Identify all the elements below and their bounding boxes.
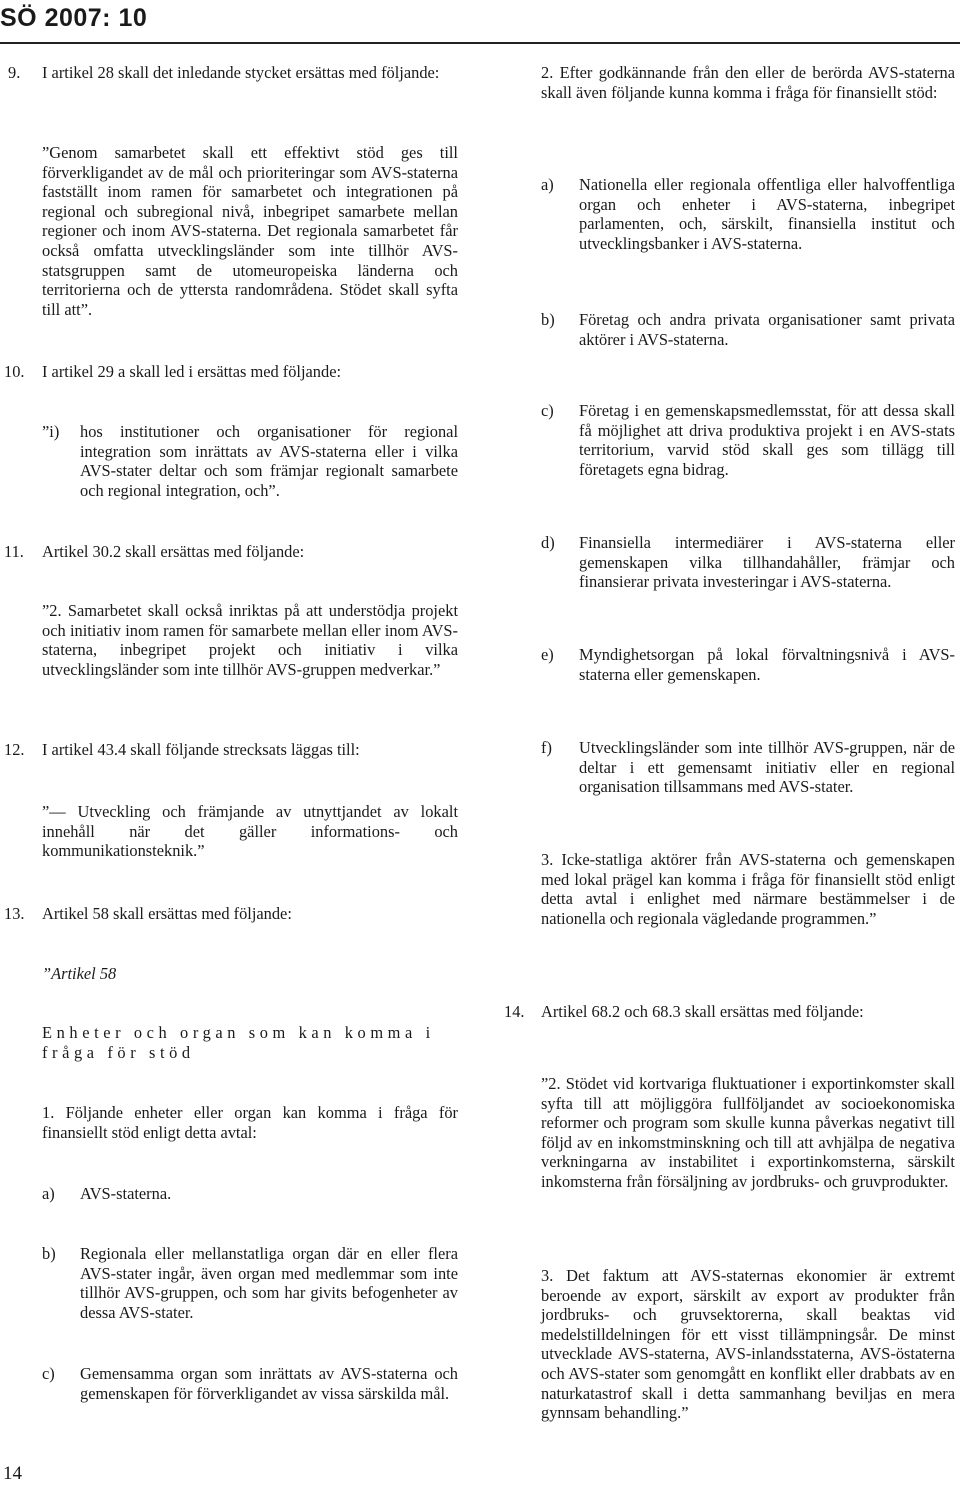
item-text: Regionala eller mellanstatliga organ där en eller flera AVS-stater ingår, även organ med medlemmar som inte tillhör AVS-gruppen, och som har givits befogenheter av dessa AVS-stater.	[80, 1244, 458, 1322]
article-58-heading: Enheter och organ som kan komma i fråga för stöd	[42, 1023, 435, 1062]
paragraph-14-quote-2: ”2. Stödet vid kortvariga fluktuationer i exportinkomster skall syfta till att möjliggöra fullföljandet av socioekonomiska reformer och program som skulle kunna påverkas negativt till följd av en inkomstminskning och till att avhjälpa de negativa verkningarna av instabilitet i exportinkomsterna, särskilt inkomsterna från försäljning av jordbruks- och gruvprodukter.	[541, 1074, 955, 1191]
item-label: d)	[541, 533, 555, 552]
item-label: c)	[541, 401, 554, 420]
item-label: a)	[541, 175, 554, 194]
item-label: c)	[42, 1364, 55, 1383]
article-58-para-1: 1. Följande enheter eller organ kan komma i fråga för finansiellt stöd enligt detta avtal:	[42, 1103, 458, 1142]
paragraph-13-intro: Artikel 58 skall ersättas med följande:	[42, 904, 292, 923]
paragraph-12-quote: ”— Utveckling och främjande av utnyttjandet av lokalt innehåll när det gäller informations- och kommunikationsteknik.”	[42, 802, 458, 861]
item-label: e)	[541, 645, 554, 664]
item-text: Nationella eller regionala offentliga eller halvoffentliga organ och enheter i AVS-staterna, inbegripet parlamenten, och, särskilt, finansiella institut och utvecklingsbanker i AVS-staterna.	[579, 175, 955, 253]
item-label: b)	[541, 310, 555, 329]
paragraph-number-14: 14.	[504, 1002, 525, 1021]
paragraph-number-12: 12.	[4, 740, 25, 759]
header-rule	[0, 42, 960, 44]
item-text: Företag och andra privata organisationer samt privata aktörer i AVS-staterna.	[579, 310, 955, 349]
item-label: ”i)	[42, 422, 60, 441]
page-number: 14	[3, 1463, 22, 1484]
paragraph-10-intro: I artikel 29 a skall led i ersättas med följande:	[42, 362, 342, 381]
paragraph-9-intro: I artikel 28 skall det inledande stycket ersättas med följande:	[42, 63, 440, 82]
paragraph-number-10: 10.	[4, 362, 25, 381]
paragraph-11-quote: ”2. Samarbetet skall också inriktas på att understödja projekt och initiativ inom ramen för samarbete mellan eller inom AVS-staterna, inbegripet projekt och initiativ i vilka utvecklingsländer som inte tillhör AVS-gruppen medverkar.”	[42, 601, 458, 679]
paragraph-11-intro: Artikel 30.2 skall ersättas med följande:	[42, 542, 305, 561]
item-text: hos institutioner och organisationer för regional integration som inrättats av AVS-staterna eller i vilka AVS-stater deltar och som främjar regionalt samarbete och regional integration, och”.	[80, 422, 458, 500]
paragraph-number-13: 13.	[4, 904, 25, 923]
paragraph-12-intro: I artikel 43.4 skall följande strecksats läggas till:	[42, 740, 360, 759]
page-header: SÖ 2007: 10	[0, 4, 148, 32]
item-text: Finansiella intermediärer i AVS-staterna eller gemenskapen vilka tillhandahåller, främjar och finansierar privata investeringar i AVS-staterna.	[579, 533, 955, 592]
item-text: Gemensamma organ som inrättats av AVS-staterna och gemenskapen för förverkligandet av vissa särskilda mål.	[80, 1364, 458, 1403]
article-58-title: ”Artikel 58	[42, 964, 117, 983]
item-text: Utvecklingsländer som inte tillhör AVS-gruppen, när de deltar i ett gemensamt initiativ eller en regional organisation tillsammans med AVS-stater.	[579, 738, 955, 797]
paragraph-9-quote: ”Genom samarbetet skall ett effektivt stöd ges till förverkligandet av de mål och prioriteringar som AVS-staterna fastställt inom ramen för samarbetet och integrationen på regional och subregional nivå, inbegripet samarbete mellan regioner och inom AVS-staterna. Det regionala samarbetet får också omfatta utvecklingsländer som inte tillhör AVS-statsgruppen samt de utomeuropeiska länderna och territorierna och de yttersta randområdena. Stödet skall syfta till att”.	[42, 143, 458, 319]
item-text: AVS-staterna.	[80, 1184, 172, 1203]
paragraph-number-9: 9.	[8, 63, 21, 82]
paragraph-14-quote-3: 3. Det faktum att AVS-staternas ekonomier är extremt beroende av export, särskilt av export av produkter från jordbruks- och gruvsektorerna, skall beaktas vid medelstilldelningen för ett visst tillämpningsår. De minst utvecklade AVS-staterna, AVS-inlandsstaterna, AVS-östaterna och AVS-stater som genomgått en konflikt eller drabbats av en naturkatastrof skall i detta sammanhang beviljas en mera gynnsam behandling.”	[541, 1266, 955, 1423]
article-58-para-3: 3. Icke-statliga aktörer från AVS-staterna och gemenskapen med lokal prägel kan komma i fråga för finansiellt stöd enligt detta avtal i enlighet med närmare bestämmelser i de nationella och regionala vägledande programmen.”	[541, 850, 955, 928]
article-58-para-2: 2. Efter godkännande från den eller de berörda AVS-staterna skall även följande kunna komma i fråga för finansiellt stöd:	[541, 63, 955, 102]
paragraph-number-11: 11.	[4, 542, 24, 561]
item-label: a)	[42, 1184, 55, 1203]
item-label: b)	[42, 1244, 56, 1263]
item-text: Företag i en gemenskapsmedlemsstat, för att dessa skall få möjlighet att driva produktiva projekt i en AVS-stats territorium, varvid stöd skall ges som tillägg till företagets egna bidrag.	[579, 401, 955, 479]
item-text: Myndighetsorgan på lokal förvaltningsnivå i AVS-staterna eller gemenskapen.	[579, 645, 955, 684]
paragraph-14-intro: Artikel 68.2 och 68.3 skall ersättas med följande:	[541, 1002, 864, 1021]
item-label: f)	[541, 738, 552, 757]
